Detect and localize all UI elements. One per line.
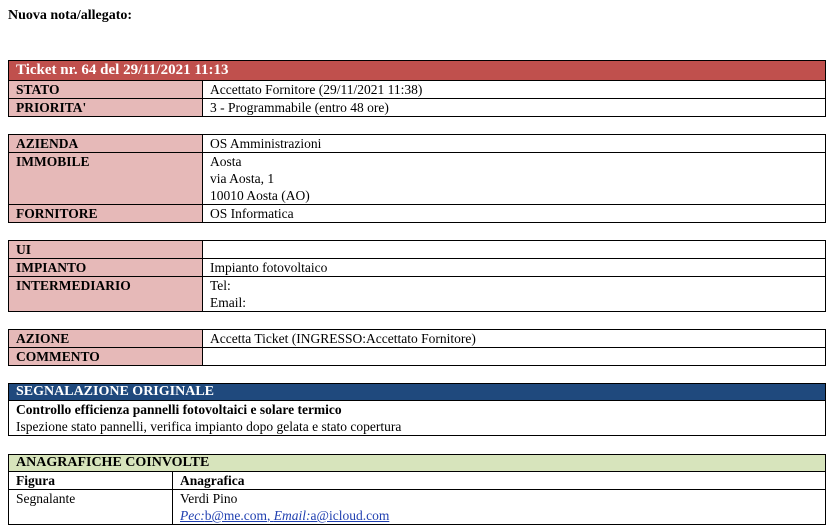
ui-value (203, 241, 826, 259)
intermediario-label: INTERMEDIARIO (9, 277, 203, 312)
intermediario-tel: Tel: (210, 278, 231, 293)
segnalazione-header-row (9, 384, 826, 401)
commento-value (203, 348, 826, 366)
figura-cell: Segnalante (9, 490, 173, 525)
azione-value: Accetta Ticket (INGRESSO:Accettato Fornitore) (203, 330, 826, 348)
ticket-header-row (9, 61, 826, 81)
immobile-value (203, 153, 826, 205)
pec-link[interactable]: b@me.com (204, 508, 268, 523)
anagrafiche-columns-row (9, 472, 826, 490)
azienda-table (8, 134, 826, 223)
intermediario-value (203, 277, 826, 312)
immobile-line: via Aosta, 1 (210, 171, 275, 186)
anagrafica-contacts (180, 507, 825, 524)
col-figura-header: Figura (9, 472, 173, 490)
segnalazione-table (8, 383, 826, 436)
anagrafiche-header-row (9, 455, 826, 472)
stato-value: Accettato Fornitore (29/11/2021 11:38) (203, 81, 826, 99)
segnalazione-title: SEGNALAZIONE ORIGINALE (9, 384, 826, 401)
priorita-row (9, 99, 826, 117)
impianto-value: Impianto fotovoltaico (203, 259, 826, 277)
azienda-row (9, 135, 826, 153)
segnalazione-subject: Controllo efficienza pannelli fotovoltaici e solare termico (16, 402, 342, 417)
impianto-label: IMPIANTO (9, 259, 203, 277)
priorita-label: PRIORITA' (9, 99, 203, 117)
intermediario-email: Email: (210, 295, 246, 310)
stato-label: STATO (9, 81, 203, 99)
page-heading: Nuova nota/allegato: (8, 8, 133, 23)
segnalazione-body-row (9, 401, 826, 436)
col-anagrafica-header: Anagrafica (173, 472, 826, 490)
immobile-line: Aosta (210, 154, 242, 169)
priorita-value: 3 - Programmabile (entro 48 ore) (203, 99, 826, 117)
commento-row (9, 348, 826, 366)
immobile-row (9, 153, 826, 205)
azienda-value: OS Amministrazioni (203, 135, 826, 153)
email-label: Email: (273, 508, 311, 523)
ticket-table (8, 60, 826, 117)
immobile-label: IMMOBILE (9, 153, 203, 205)
intermediario-row (9, 277, 826, 312)
impianto-row (9, 259, 826, 277)
fornitore-label: FORNITORE (9, 205, 203, 223)
anagrafiche-table (8, 454, 826, 525)
ui-table (8, 240, 826, 312)
anagrafica-cell (173, 490, 826, 525)
ui-label: UI (9, 241, 203, 259)
ui-row (9, 241, 826, 259)
commento-label: COMMENTO (9, 348, 203, 366)
pec-label: Pec: (180, 508, 205, 523)
contacts-separator[interactable]: , (267, 508, 274, 523)
segnalazione-content (9, 401, 826, 436)
azione-label: AZIONE (9, 330, 203, 348)
anagrafica-nome: Verdi Pino (180, 491, 238, 506)
stato-row (9, 81, 826, 99)
segnalazione-body: Ispezione stato pannelli, verifica impianto dopo gelata e stato copertura (16, 419, 402, 434)
anagrafiche-title: ANAGRAFICHE COINVOLTE (9, 455, 826, 472)
azione-row (9, 330, 826, 348)
fornitore-row (9, 205, 826, 223)
immobile-line: 10010 Aosta (AO) (210, 188, 310, 203)
fornitore-value: OS Informatica (203, 205, 826, 223)
azione-table (8, 329, 826, 366)
ticket-title: Ticket nr. 64 del 29/11/2021 11:13 (9, 61, 826, 81)
email-link[interactable]: a@icloud.com (310, 508, 390, 523)
azienda-label: AZIENDA (9, 135, 203, 153)
table-row (9, 490, 826, 525)
